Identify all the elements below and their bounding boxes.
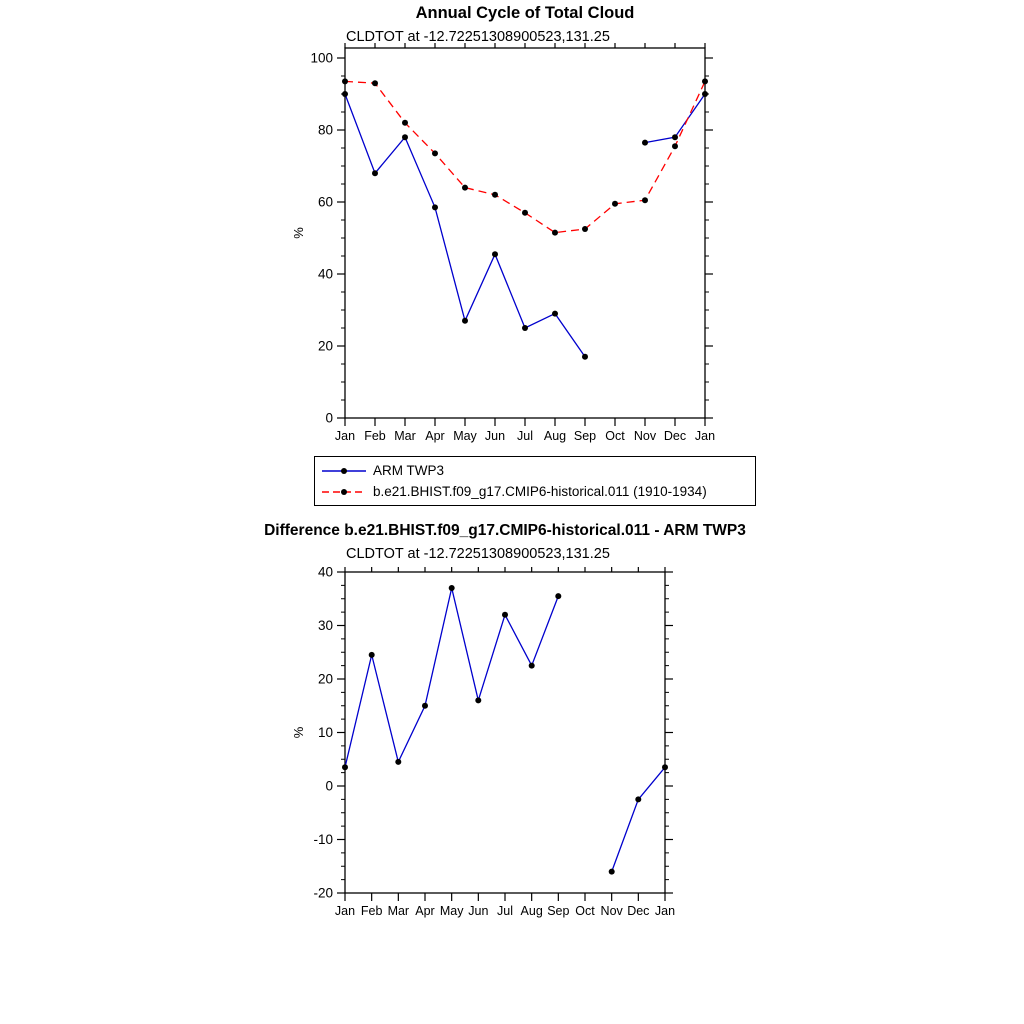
legend-marker-dot [341, 468, 347, 474]
svg-text:Nov: Nov [633, 429, 657, 443]
svg-text:100: 100 [310, 50, 333, 66]
svg-text:May: May [439, 904, 464, 918]
svg-text:80: 80 [317, 122, 333, 138]
svg-text:Dec: Dec [663, 429, 687, 443]
svg-text:May: May [453, 429, 477, 443]
top-chart-title: Annual Cycle of Total Cloud [415, 4, 635, 22]
legend-solid-line-sample [321, 464, 367, 478]
svg-text:Jan: Jan [654, 904, 676, 918]
svg-text:40: 40 [317, 564, 333, 580]
svg-text:%: % [291, 227, 306, 239]
svg-text:Feb: Feb [364, 429, 386, 443]
svg-text:Feb: Feb [360, 904, 383, 918]
legend-label-arm-twp3: ARM TWP3 [373, 463, 445, 478]
svg-text:Jan: Jan [334, 429, 356, 443]
svg-text:60: 60 [317, 194, 333, 210]
svg-text:30: 30 [317, 618, 333, 633]
svg-text:Sep: Sep [573, 429, 597, 443]
legend-label-model: b.e21.BHIST.f09_g17.CMIP6-historical.011 (1910-1934) [373, 484, 707, 499]
bottom-chart-subtitle: CLDTOT at -12.72251308900523,131.25 [346, 546, 610, 562]
svg-text:Jun: Jun [468, 904, 489, 918]
legend-dashed-line-sample [321, 485, 367, 499]
svg-text:0: 0 [325, 410, 333, 426]
legend-marker-dot [341, 489, 347, 495]
svg-text:Mar: Mar [387, 904, 410, 918]
svg-text:Jul: Jul [517, 429, 533, 443]
svg-text:Oct: Oct [575, 904, 595, 918]
svg-text:10: 10 [317, 725, 333, 740]
svg-text:Apr: Apr [415, 904, 435, 918]
svg-text:-10: -10 [313, 832, 333, 847]
legend-item-arm-twp3 [321, 460, 749, 481]
legend-item-model [321, 481, 749, 502]
svg-text:20: 20 [317, 338, 333, 354]
svg-text:Apr: Apr [425, 429, 445, 443]
svg-text:Oct: Oct [605, 429, 625, 443]
svg-text:Jan: Jan [694, 429, 716, 443]
svg-text:20: 20 [317, 671, 333, 687]
svg-text:Mar: Mar [394, 429, 416, 443]
svg-text:%: % [291, 726, 306, 739]
legend [314, 456, 756, 506]
bottom-chart-title: Difference b.e21.BHIST.f09_g17.CMIP6-historical.011 - ARM TWP3 [264, 522, 746, 539]
svg-text:Aug: Aug [543, 429, 567, 443]
svg-text:Aug: Aug [520, 904, 543, 918]
svg-text:Jun: Jun [484, 429, 506, 443]
svg-text:Nov: Nov [600, 904, 623, 918]
svg-text:Dec: Dec [627, 904, 650, 918]
svg-text:Jan: Jan [334, 904, 356, 918]
svg-text:Jul: Jul [497, 904, 513, 918]
svg-text:-20: -20 [313, 885, 333, 901]
svg-text:40: 40 [317, 266, 333, 282]
top-chart-subtitle: CLDTOT at -12.72251308900523,131.25 [346, 29, 610, 45]
svg-text:Sep: Sep [547, 904, 570, 918]
svg-text:0: 0 [325, 778, 333, 794]
